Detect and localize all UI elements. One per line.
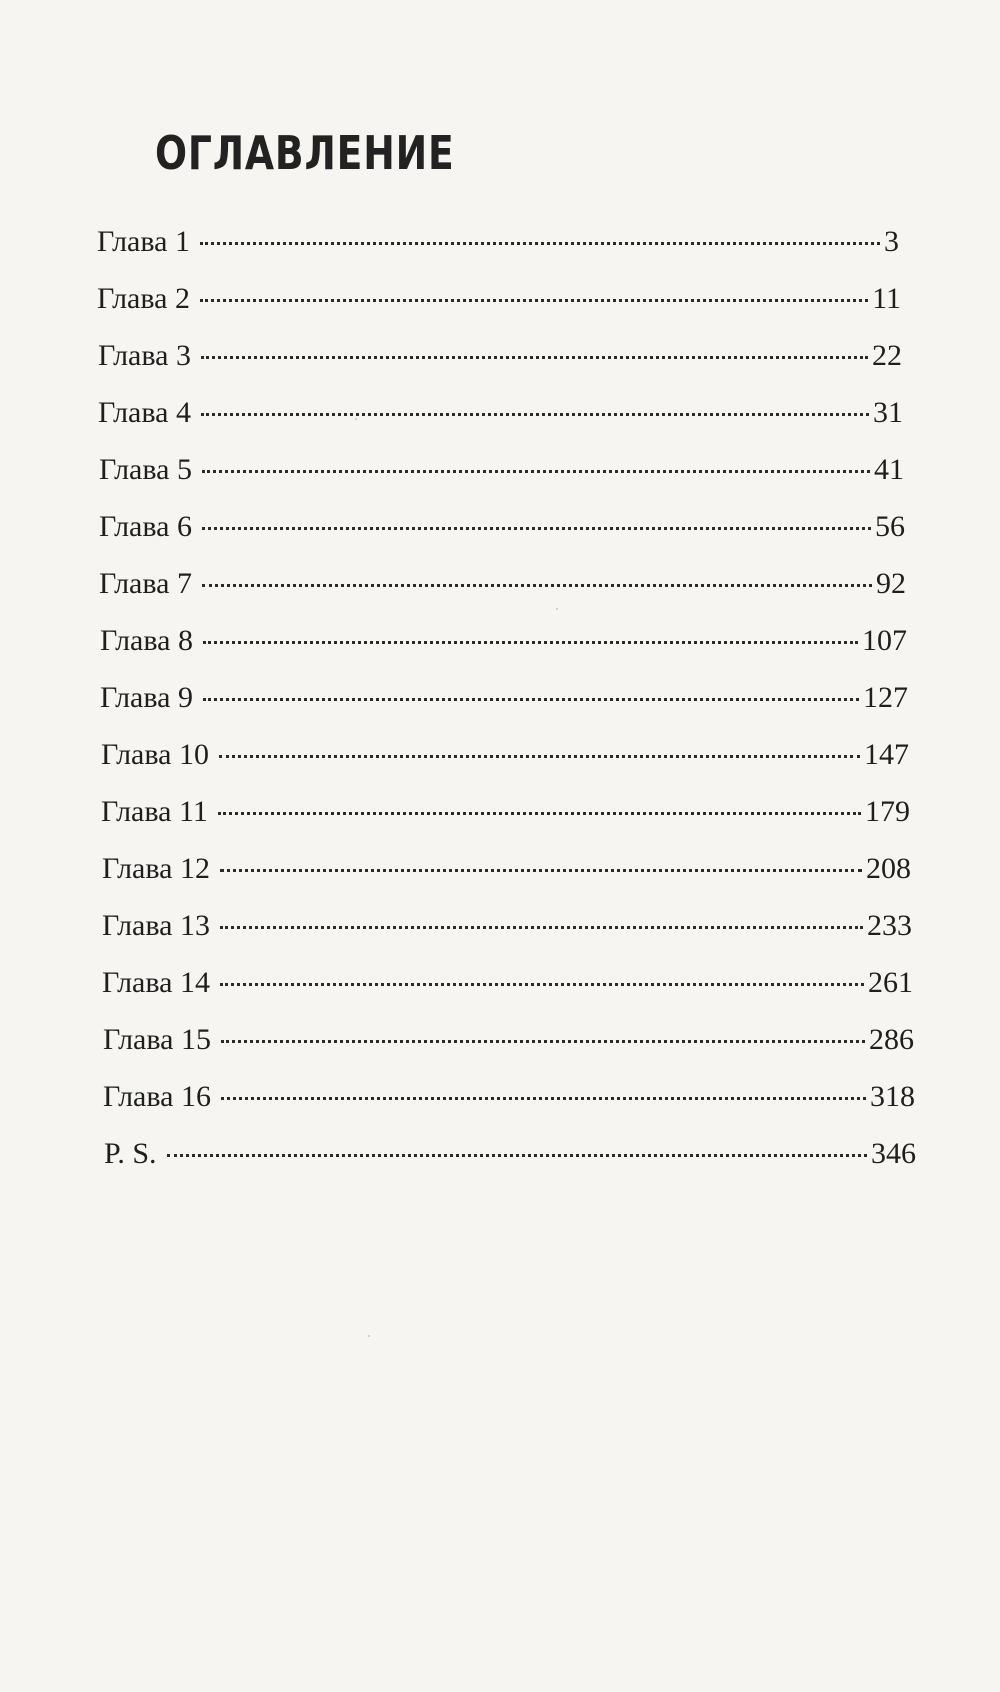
dot-leader xyxy=(221,1040,865,1043)
toc-entry-label: Глава 16 xyxy=(103,1080,211,1113)
dot-leader xyxy=(220,869,862,872)
toc-entry-label: Глава 14 xyxy=(102,966,210,999)
toc-entry[interactable] xyxy=(97,224,899,260)
toc-entry[interactable] xyxy=(102,965,913,1001)
dot-leader xyxy=(202,527,871,530)
dot-leader xyxy=(167,1154,867,1157)
dot-leader xyxy=(202,584,872,587)
toc-entry-page: 147 xyxy=(864,738,909,771)
toc-entry-label: Глава 5 xyxy=(99,453,192,486)
toc-entry-page: 346 xyxy=(871,1137,916,1170)
toc-entry-page: 179 xyxy=(865,795,910,828)
toc-entry-label: Глава 7 xyxy=(99,567,192,600)
toc-entry[interactable] xyxy=(99,509,905,545)
toc-entry[interactable] xyxy=(97,281,901,317)
toc-entry-page: 3 xyxy=(884,225,899,258)
toc-entry-page: 127 xyxy=(863,681,908,714)
toc-entry-page: 107 xyxy=(862,624,907,657)
toc-entry[interactable] xyxy=(98,338,902,374)
toc-entry-page: 31 xyxy=(873,396,903,429)
dot-leader xyxy=(201,413,869,416)
dot-leader xyxy=(221,1097,866,1100)
toc-entry-page: 56 xyxy=(875,510,905,543)
toc-entry[interactable] xyxy=(103,1022,914,1058)
toc-entry-page: 41 xyxy=(874,453,904,486)
toc-entry-label: Глава 12 xyxy=(102,852,210,885)
toc-entry-label: Глава 10 xyxy=(101,738,209,771)
toc-entry-page: 318 xyxy=(870,1080,915,1113)
toc-entry-page: 208 xyxy=(866,852,911,885)
dot-leader xyxy=(218,812,861,815)
toc-entry-page: 233 xyxy=(867,909,912,942)
toc-entry-label: Глава 9 xyxy=(100,681,193,714)
toc-entry[interactable] xyxy=(100,680,908,716)
toc-entry[interactable] xyxy=(100,623,907,659)
toc-title: ОГЛАВЛЕНИЕ xyxy=(155,126,455,180)
toc-entry-page: 22 xyxy=(872,339,902,372)
toc-entry[interactable] xyxy=(102,908,912,944)
toc-entry[interactable] xyxy=(104,1136,916,1172)
toc-entry-label: Глава 1 xyxy=(97,225,190,258)
dot-leader xyxy=(219,755,860,758)
paper-speck xyxy=(556,608,558,610)
dot-leader xyxy=(202,470,870,473)
dot-leader xyxy=(200,242,880,245)
toc-entry-label: Глава 8 xyxy=(100,624,193,657)
dot-leader xyxy=(220,983,864,986)
dot-leader xyxy=(201,356,868,359)
dot-leader xyxy=(203,641,858,644)
toc-entry-label: Глава 4 xyxy=(98,396,191,429)
dot-leader xyxy=(200,299,868,302)
toc-entry-label: Глава 13 xyxy=(102,909,210,942)
toc-entry-page: 92 xyxy=(876,567,906,600)
toc-entry[interactable] xyxy=(99,452,904,488)
toc-entry-label: Глава 15 xyxy=(103,1023,211,1056)
toc-entry-label: P. S. xyxy=(104,1137,157,1170)
toc-entry-label: Глава 6 xyxy=(99,510,192,543)
toc-entry-page: 261 xyxy=(868,966,913,999)
toc-entry-page: 11 xyxy=(872,282,901,315)
toc-entry-label: Глава 2 xyxy=(97,282,190,315)
toc-entry-label: Глава 3 xyxy=(98,339,191,372)
toc-entry[interactable] xyxy=(101,737,909,773)
toc-entry[interactable] xyxy=(101,794,910,830)
paper-speck xyxy=(355,418,357,420)
toc-entry[interactable] xyxy=(102,851,911,887)
toc-entry-label: Глава 11 xyxy=(101,795,208,828)
toc-entry[interactable] xyxy=(98,395,903,431)
dot-leader xyxy=(220,926,863,929)
toc-entry[interactable] xyxy=(103,1079,915,1115)
paper-speck xyxy=(368,1335,370,1337)
toc-entry-page: 286 xyxy=(869,1023,914,1056)
dot-leader xyxy=(203,698,859,701)
toc-entry[interactable] xyxy=(99,566,906,602)
